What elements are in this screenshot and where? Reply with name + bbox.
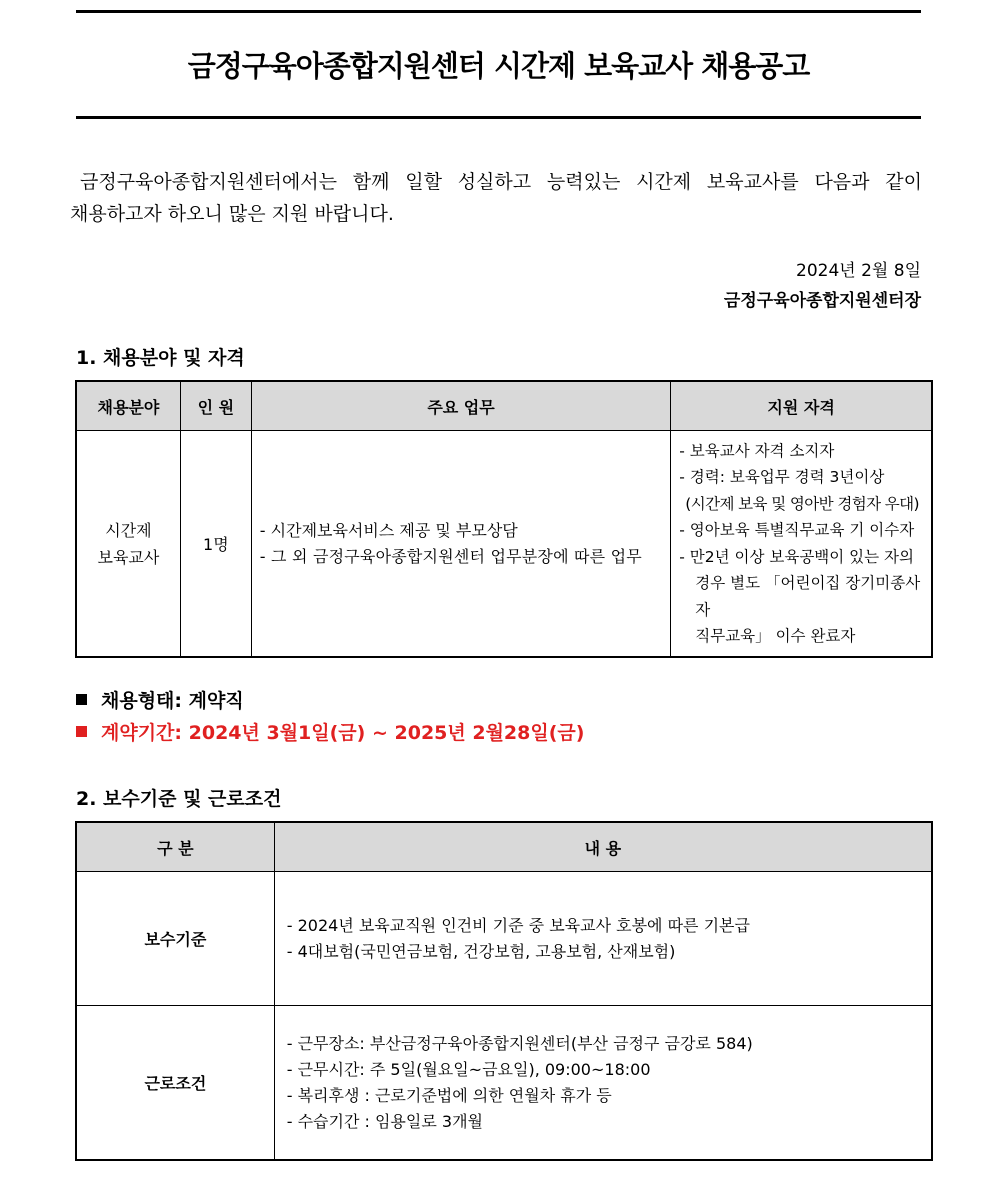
qualification-item: (시간제 보육 및 영아반 경험자 우대) (685, 494, 920, 513)
qualification-item: - 경력: 보육업무 경력 3년이상 (679, 468, 885, 486)
conditions-label: 근로조건 (77, 1006, 275, 1160)
qualifications-cell (671, 431, 932, 657)
salary-list (275, 913, 931, 965)
conditions-content (274, 1006, 931, 1160)
duties-list (252, 518, 670, 570)
field-line-2: 보육교사 (97, 547, 160, 567)
page-title: 금정구육아종합지원센터 시간제 보육교사 채용공고 (187, 49, 810, 83)
duties-cell (251, 431, 670, 657)
salary-item: - 4대보험(국민연금보험, 건강보험, 고용보험, 산재보험) (286, 941, 676, 961)
notice-date: 2024년 2월 8일 (796, 261, 921, 281)
qualification-item: - 보육교사 자격 소지자 (679, 441, 835, 460)
condition-item: - 근무장소: 부산금정구육아종합지원센터(부산 금정구 금강로 584) (286, 1033, 753, 1053)
section1-heading: 1. 채용분야 및 자격 (76, 347, 245, 369)
conditions-row (77, 1006, 932, 1160)
intro-paragraph (70, 166, 922, 230)
header-qualifications: 지원 자격 (671, 382, 932, 431)
title-bottom-rule (76, 116, 921, 119)
condition-item: - 수습기간 : 임용일로 3개월 (286, 1111, 483, 1131)
qualification-item: - 영아보육 특별직무교육 기 이수자 (679, 521, 915, 539)
section2-heading: 2. 보수기준 및 근로조건 (76, 788, 282, 810)
square-bullet-icon (76, 726, 87, 737)
header-field: 채용분야 (77, 382, 181, 431)
employment-type-line (76, 686, 244, 713)
salary-label: 보수기준 (77, 872, 275, 1006)
qualifications-list (671, 438, 931, 650)
contract-period: 계약기간: 2024년 3월1일(금) ~ 2025년 2월28일(금) (101, 722, 585, 744)
salary-item: - 2024년 보육교직원 인건비 기준 중 보육교사 호봉에 따른 기본급 (286, 915, 750, 935)
qualification-item: 경우 별도 「어린이집 장기미종사자 (695, 574, 921, 619)
condition-item: - 근무시간: 주 5일(월요일~금요일), 09:00~18:00 (286, 1059, 651, 1079)
salary-row (77, 872, 932, 1006)
field-cell (77, 431, 181, 657)
intro-line-2: 채용하고자 하오니 많은 지원 바랍니다. (70, 203, 394, 225)
recruitment-row (77, 431, 932, 657)
qualification-item: - 만2년 이상 보육공백이 있는 자의 (679, 547, 914, 566)
compensation-header-row (77, 823, 932, 872)
compensation-table (76, 822, 932, 1160)
issuer-name: 금정구육아종합지원센터장 (723, 291, 921, 311)
recruitment-header-row (77, 382, 932, 431)
header-count: 인 원 (180, 382, 251, 431)
duty-item: - 시간제보육서비스 제공 및 부모상담 (259, 520, 518, 540)
conditions-list (275, 1031, 931, 1135)
qualification-item: 직무교육」 이수 완료자 (695, 627, 856, 645)
title-top-rule (76, 10, 921, 13)
square-bullet-icon (76, 694, 87, 705)
intro-line-1: 금정구육아종합지원센터에서는 함께 일할 성실하고 능력있는 시간제 보육교사를 다음과 같이 (80, 171, 922, 193)
header-category: 구 분 (77, 823, 275, 872)
duty-item: - 그 외 금정구육아종합지원센터 업무분장에 따른 업무 (259, 546, 642, 566)
condition-item: - 복리후생 : 근로기준법에 의한 연월차 휴가 등 (286, 1085, 612, 1105)
field-line-1: 시간제 (105, 520, 152, 540)
salary-content (274, 872, 931, 1006)
employment-type: 채용형태: 계약직 (101, 690, 244, 712)
contract-period-line (76, 718, 584, 745)
header-duties: 주요 업무 (251, 382, 670, 431)
recruitment-table (76, 381, 932, 657)
header-content: 내 용 (274, 823, 931, 872)
count-cell: 1명 (180, 431, 251, 657)
